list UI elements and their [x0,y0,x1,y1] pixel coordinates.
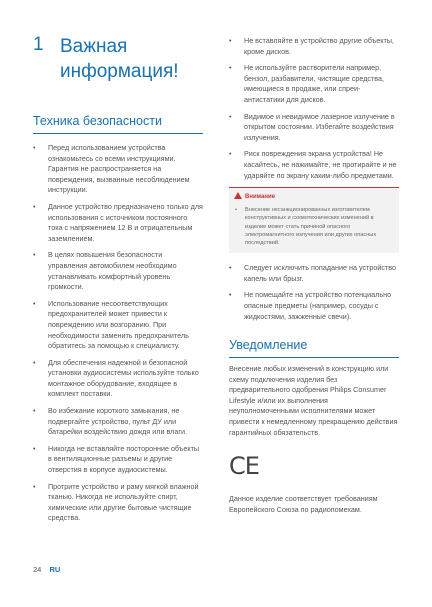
list-item: • Видимое и невидимое лазерное излучение в открытом состоянии. Избегайте воздействия излучения. [229,111,395,142]
bullet-icon: • [33,143,36,152]
chapter-heading [33,30,203,100]
bullet-icon: • [235,207,237,214]
list-item: • Следует исключить попадание на устройство капель или брызг. [229,263,396,283]
notice-heading-rule [229,357,399,358]
list-item: • Перед использованием устройства ознакомьтесь со всеми инструкциями. Гарантия не распространяется на повреждения, вызванные несоблюдением инструкции. [33,143,190,195]
bullet-icon: • [33,443,36,453]
chapter-title: Важная информация! [60,36,179,82]
left-column [33,30,203,530]
list-item: • В целях повышения безопасности управления автомобилем необходимо устанавливать комфортный уровень громкости. [33,250,177,292]
list-item: • Никогда не вставляйте посторонние объекты в вентиляционные разъемы и другие отверстия в корпусе аудиосистемы. [33,443,200,475]
safety-list-continued [229,36,399,181]
page-number: 24 [33,565,42,574]
bullet-icon: • [33,481,36,491]
safety-heading-rule [33,133,203,134]
list-item: • Протрите устройство и раму мягкой влажной тканью. Никогда не используйте спирт, химические или другие бытовые чистящие средства. [33,481,199,523]
list-item: • Не помещайте на устройство потенциально опасные предметы (например, сосуды с жидкостями, зажженные свечи). [229,290,392,321]
bullet-icon: • [229,290,232,300]
warning-icon [234,192,242,199]
list-item: • Для обеспечения надежной и безопасной установки аудиосистемы используйте только монтажное оборудование, входящее в комплект поставки. [33,357,199,399]
bullet-icon: • [229,36,232,45]
language-code: RU [49,565,61,574]
page-footer [33,565,60,574]
bullet-icon: • [33,357,36,367]
bullet-icon: • [229,111,232,121]
caution-title: Внимание [245,194,275,201]
caution-box [229,187,399,253]
bullet-icon: • [33,201,36,211]
safety-list [33,143,203,524]
safety-list-bottom [229,263,399,322]
ce-text: Данное изделие соответствует требованиям Европейского Союза по радиопомехам. [229,494,378,514]
bullet-icon: • [33,298,36,308]
notice-text: Внесение любых изменений в конструкцию или схему подключения изделия без предварительного одобрения Philips Consumer Lifestyle и/или их выполнения неуполномоченными исполнителями может привести к немедленному прекращению действия гарантийных обязательств. [229,364,398,437]
bullet-icon: • [33,250,36,260]
safety-heading: Техника безопасности [33,114,162,128]
bullet-icon: • [229,263,232,273]
bullet-icon: • [33,406,36,416]
bullet-icon: • [229,63,232,73]
list-item: • Риск повреждения экрана устройства! Не касайтесь, не нажимайте, не протирайте и не ударяйте по экрану каким-либо предметами. [229,149,397,180]
right-column [229,30,399,523]
list-item: • Во избежание короткого замыкания, не подвергайте устройство, пульт ДУ или батарейки воздействию дождя или влаги. [33,406,187,437]
bullet-icon: • [229,149,232,159]
list-item: • Данное устройство предназначено только для использования с источником постоянного тока с напряжением 12 В и отрицательным заземлением. [33,201,203,243]
list-item: • Использование несоответствующих предохранителей может привести к повреждению или возгоранию. При необходимости заменить предохранитель обратитесь за помощью к специалисту. [33,298,189,351]
ce-mark-icon: CE [229,452,259,481]
list-item: • Не используйте растворители например, бензол, разбавители, чистящие средства, имеющиеся в продаже, или спреи-антистатики для дисков. [229,63,385,104]
caution-text: • Внесение несанкционированных изготовителем конструктивных и схемотехнических изменений в изделие может стать причиной опасного электромагнитного излучения или других опасных последствий. [235,207,377,246]
notice-heading: Уведомление [229,338,308,353]
chapter-number: 1 [33,34,44,55]
list-item: • Не вставляйте в устройство другие объекты, кроме дисков. [229,36,394,56]
